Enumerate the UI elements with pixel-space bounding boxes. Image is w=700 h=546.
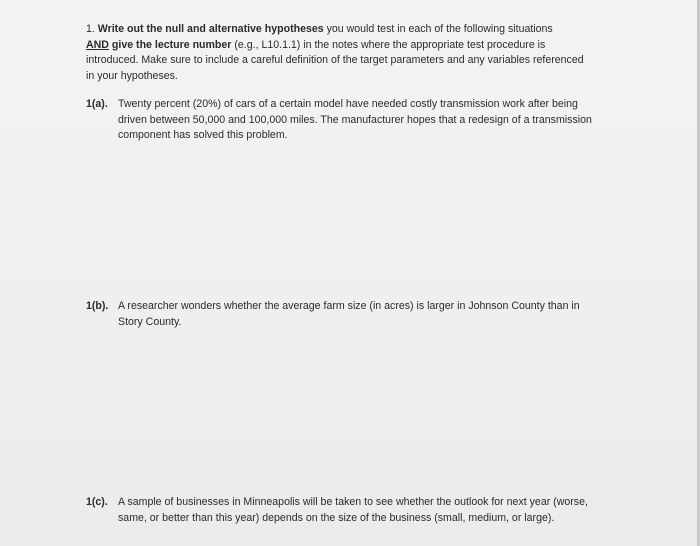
question-1-line-4: in your hypotheses. — [86, 69, 178, 82]
question-1-instructions — [86, 22, 646, 84]
question-1-line-1 — [86, 22, 646, 38]
part-1b — [86, 299, 646, 330]
part-1a-line-3: component has solved this problem. — [118, 129, 288, 141]
part-1a — [86, 97, 646, 144]
question-bold-heading: Write out the null and alternative hypotheses — [97, 23, 324, 35]
question-1-line-2 — [86, 38, 646, 54]
question-and-word: AND — [86, 38, 109, 51]
part-1b-line-1: A researcher wonders whether the average farm size (in acres) is larger in Johnson County than in — [118, 300, 580, 312]
part-1a-line-2: driven between 50,000 and 100,000 miles. The manufacturer hopes that a redesign of a transmission — [118, 113, 592, 126]
part-1a-label: 1(a). — [86, 98, 108, 110]
question-1-line-3: introduced. Make sure to include a careful definition of the target parameters and any variables referenced — [86, 54, 584, 66]
part-1c-line-1: A sample of businesses in Minneapolis will be taken to see whether the outlook for next year (worse, — [118, 496, 588, 508]
question-bold-lecture: give the lecture number — [111, 38, 232, 51]
part-1a-line-1: Twenty percent (20%) of cars of a certain model have needed costly transmission work after being — [118, 98, 578, 110]
part-1c-line-2: same, or better than this year) depends on the size of the business (small, medium, or large). — [118, 511, 555, 524]
part-1c — [86, 495, 646, 526]
part-1c-label: 1(c). — [86, 496, 108, 508]
part-1b-label: 1(b). — [86, 300, 109, 312]
part-1b-line-2: Story County. — [118, 315, 182, 328]
question-number: 1. — [86, 23, 95, 35]
question-line-1-rest: you would test in each of the following situations — [326, 23, 553, 35]
question-line-2-rest: (e.g., L10.1.1) in the notes where the appropriate test procedure is — [234, 38, 546, 51]
